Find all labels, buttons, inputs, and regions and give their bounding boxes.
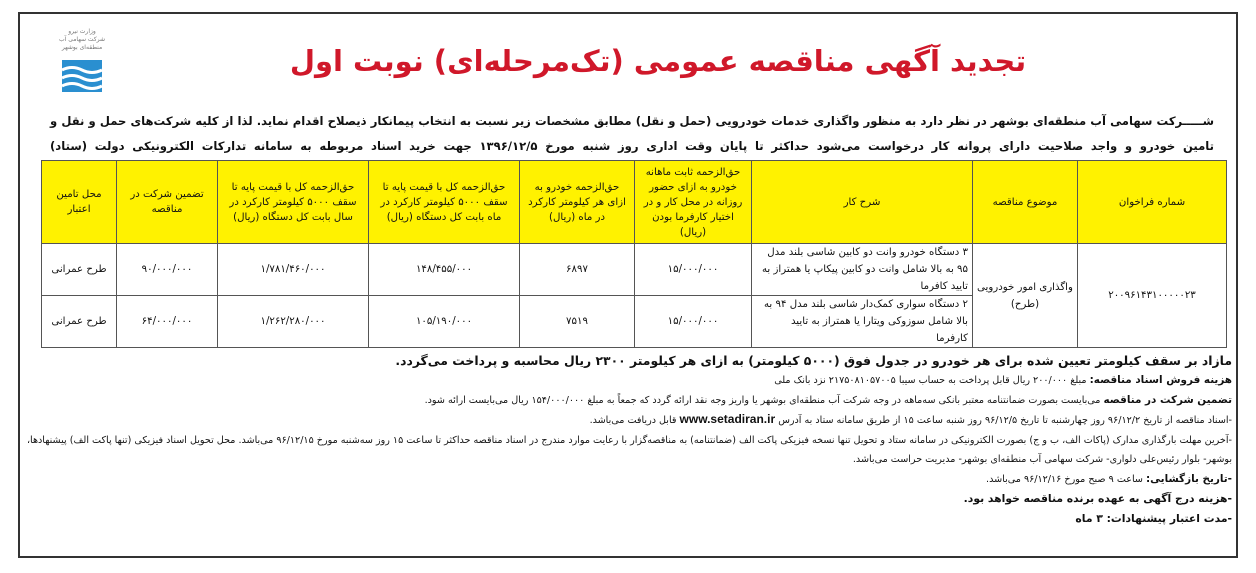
- per-km-cell: ۷۵۱۹: [520, 296, 635, 348]
- guarantee-label: تضمین شرکت در مناقصه: [1103, 393, 1232, 406]
- funding-cell: طرح عمرانی: [42, 296, 117, 348]
- docs-line-text: -اسناد مناقصه از تاریخ ۹۶/۱۲/۲ روز چهارشنبه تا تاریخ ۹۶/۱۲/۵ روز شنبه ساعت ۱۵ از طریق سامانه ستاد به آدرس: [778, 415, 1232, 426]
- header-description: شرح کار: [752, 161, 973, 244]
- opening-text: ساعت ۹ صبح مورخ ۹۶/۱۲/۱۶ می‌باشد.: [986, 473, 1143, 485]
- logo: [58, 28, 106, 100]
- table-header-row: [42, 161, 1227, 244]
- guarantee-line: [26, 391, 1232, 411]
- description-cell: ۲ دستگاه سواری کمک‌دار شاسی بلند مدل ۹۴ به بالا شامل سوزوکی ویتارا یا همتراز به تایید کارفرما: [752, 296, 973, 348]
- docs-line: [26, 410, 1232, 431]
- logo-text-1: وزارت نیرو: [68, 28, 96, 35]
- opening-label: -تاریخ بازگشایی:: [1146, 472, 1232, 485]
- deadline-line-2: بوشهر- بلوار رئیس‌علی دلواری- شرکت سهامی آب منطقه‌ای بوشهر- مدیریت حراست می‌باشد.: [852, 454, 1232, 465]
- yearly-total-cell: ۱/۷۸۱/۴۶۰/۰۰۰: [218, 244, 369, 296]
- water-logo-icon: [60, 56, 104, 94]
- per-km-cell: ۶۸۹۷: [520, 244, 635, 296]
- notes-section: [26, 351, 1232, 528]
- monthly-total-cell: ۱۰۵/۱۹۰/۰۰۰: [369, 296, 520, 348]
- deadline-line-1: -آخرین مهلت بارگذاری مدارک (پاکات الف، ب و ج) بصورت الکترونیکی در سامانه ستاد و تحویل تنها نسخه فیزیکی پاکت الف (ضمانتنامه) به مناقصه‌گزار با رعایت موارد مندرج در اسناد مناقصه حداکثر تا ساعت ۱۵ روز سه‌شنبه مورخ ۹۶/۱۲/۱۵ می‌باشد. محل تحویل اسناد فیزیکی (تنها پاکت الف) پیشنهادها،: [26, 434, 1232, 446]
- logo-text-2: شرکت سهامی آب منطقه‌ای بوشهر: [58, 36, 106, 51]
- description-cell: ۳ دستگاه خودرو وانت دو کابین شاسی بلند مدل ۹۵ به بالا شامل وانت دو کابین پیکاپ یا همتراز به تایید کافرما: [752, 244, 973, 296]
- tender-table: [41, 160, 1227, 348]
- guarantee-cell: ۹۰/۰۰۰/۰۰۰: [117, 244, 218, 296]
- header-yearly-total: حق‌الزحمه کل با قیمت پایه تا سقف ۵۰۰۰ کیلومتر کارکرد در سال بابت کل دستگاه (ریال): [218, 161, 369, 244]
- setadiran-link[interactable]: www.setadiran.ir: [679, 412, 776, 426]
- opening-line: [26, 470, 1232, 490]
- guarantee-text: می‌بایست بصورت ضمانتنامه معتبر بانکی سه‌ماهه در وجه شرکت آب منطقه‌ای بوشهر یا واریز وجه نقد ارائه گردد که جمعاً به مبلغ ۱۵۴/۰۰۰/۰۰۰ ریال می‌بایست ارائه شود.: [424, 394, 1101, 406]
- monthly-total-cell: ۱۴۸/۴۵۵/۰۰۰: [369, 244, 520, 296]
- doc-cost-text: مبلغ ۲۰۰/۰۰۰ ریال قابل پرداخت به حساب سیبا ۲۱۷۵۰۸۱۰۵۷۰۰۵ نزد بانک ملی: [774, 375, 1087, 386]
- guarantee-cell: ۶۴/۰۰۰/۰۰۰: [117, 296, 218, 348]
- doc-cost-line: [26, 371, 1232, 391]
- ad-cost-line: -هزینه درج آگهی به عهده برنده مناقصه خواهد بود.: [963, 492, 1232, 505]
- funding-cell: طرح عمرانی: [42, 244, 117, 296]
- header-monthly-total: حق‌الزحمه کل با قیمت پایه تا سقف ۵۰۰۰ کیلومتر کارکرد در ماه بابت کل دستگاه (ریال): [369, 161, 520, 244]
- doc-cost-label: هزینه فروش اسناد مناقصه:: [1089, 374, 1232, 386]
- tender-number-cell: ۲۰۰۹۶۱۴۳۱۰۰۰۰۰۲۳: [1078, 244, 1227, 348]
- docs-line-end: قابل دریافت می‌باشد.: [589, 415, 677, 426]
- fixed-monthly-cell: ۱۵/۰۰۰/۰۰۰: [635, 244, 752, 296]
- subject-cell: واگذاری امور خودرویی (طرح): [973, 244, 1078, 348]
- header-guarantee: تضمین شرکت در مناقصه: [117, 161, 218, 244]
- header-per-km: حق‌الزحمه خودرو به ازای هر کیلومتر کارکرد در ماه (ریال): [520, 161, 635, 244]
- header-fixed-monthly: حق‌الزحمه ثابت ماهانه خودرو به ازای حضور روزانه در محل کار و در اختیار کارفرما بودن (ریال): [635, 161, 752, 244]
- header-tender-number: شماره فراخوان: [1078, 161, 1227, 244]
- validity-line: -مدت اعتبار پیشنهادات: ۳ ماه: [1075, 511, 1232, 525]
- fixed-monthly-cell: ۱۵/۰۰۰/۰۰۰: [635, 296, 752, 348]
- header-funding: محل تامین اعتبار: [42, 161, 117, 244]
- header-subject: موضوع مناقصه: [973, 161, 1078, 244]
- yearly-total-cell: ۱/۲۶۲/۲۸۰/۰۰۰: [218, 296, 369, 348]
- km-note: مازاد بر سقف کیلومتر تعیین شده برای هر خودرو در جدول فوق (۵۰۰۰ کیلومتر) به ازای هر کیلومتر ۲۳۰۰ ریال محاسبه و پرداخت می‌گردد.: [395, 353, 1232, 368]
- intro-text: شـــــرکت سهامی آب منطقه‌ای بوشهر در نظر دارد به منظور واگذاری خدمات خودرویی (حمل و نقل) مطابق مشخصات زیر نسبت به انتخاب پیمانکار ذیصلاح اقدام نماید. لذا از کلیه شرکت‌های حمل و نقل و تامین خودرو و واجد صلاحیت دارای پروانه کار درخواست می‌شود حداکثر تا پایان وقت اداری روز شنبه مورخ ۱۳۹۶/۱۲/۵ جهت خرید اسناد مربوطه به سامانه تدارکات الکترونیکی دولت (ستاد): [50, 114, 1215, 153]
- table-row: [42, 244, 1227, 296]
- page-title: تجدید آگهی مناقصه عمومی (تک‌مرحله‌ای) نوبت اول: [289, 44, 1027, 78]
